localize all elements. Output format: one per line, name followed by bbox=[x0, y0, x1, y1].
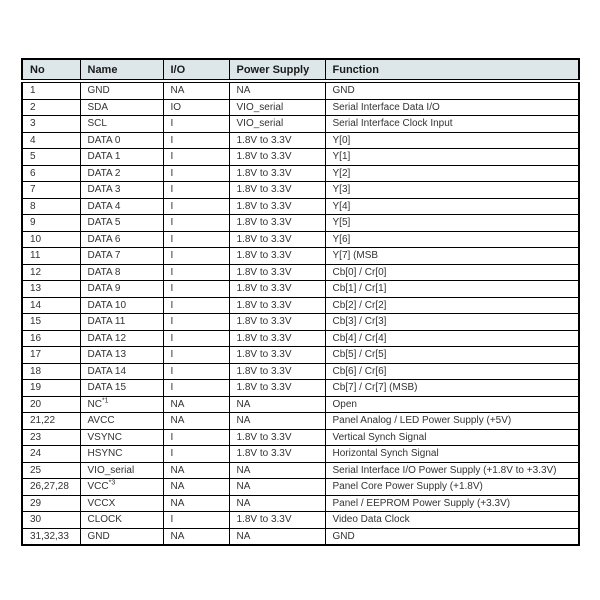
cell-io: NA bbox=[163, 413, 229, 430]
cell-no: 8 bbox=[22, 198, 80, 215]
pin-description-table bbox=[21, 58, 580, 546]
cell-io: I bbox=[163, 281, 229, 298]
cell-io: I bbox=[163, 165, 229, 182]
cell-function: Cb[6] / Cr[6] bbox=[325, 363, 579, 380]
name-superscript-note: *3 bbox=[108, 479, 116, 487]
cell-power-supply: 1.8V to 3.3V bbox=[229, 314, 325, 331]
cell-io: I bbox=[163, 314, 229, 331]
cell-no: 11 bbox=[22, 248, 80, 265]
cell-function: GND bbox=[325, 528, 579, 545]
cell-power-supply: 1.8V to 3.3V bbox=[229, 330, 325, 347]
cell-name: DATA 4 bbox=[80, 198, 163, 215]
cell-function: Video Data Clock bbox=[325, 512, 579, 529]
cell-name: DATA 7 bbox=[80, 248, 163, 265]
cell-name: DATA 1 bbox=[80, 149, 163, 166]
table-row bbox=[22, 363, 579, 380]
cell-no: 9 bbox=[22, 215, 80, 232]
cell-io: IO bbox=[163, 99, 229, 116]
cell-no: 13 bbox=[22, 281, 80, 298]
table-row bbox=[22, 264, 579, 281]
header-row bbox=[22, 59, 579, 81]
cell-function: Cb[0] / Cr[0] bbox=[325, 264, 579, 281]
cell-function: Y[1] bbox=[325, 149, 579, 166]
table-row bbox=[22, 182, 579, 199]
cell-function: Cb[5] / Cr[5] bbox=[325, 347, 579, 364]
cell-power-supply: 1.8V to 3.3V bbox=[229, 182, 325, 199]
cell-power-supply: 1.8V to 3.3V bbox=[229, 281, 325, 298]
table-row bbox=[22, 116, 579, 133]
cell-no: 26,27,28 bbox=[22, 479, 80, 496]
table-row bbox=[22, 429, 579, 446]
cell-power-supply: NA bbox=[229, 81, 325, 99]
cell-power-supply: VIO_serial bbox=[229, 99, 325, 116]
cell-no: 25 bbox=[22, 462, 80, 479]
table-row bbox=[22, 248, 579, 265]
cell-power-supply: NA bbox=[229, 413, 325, 430]
cell-function: Y[6] bbox=[325, 231, 579, 248]
cell-no: 5 bbox=[22, 149, 80, 166]
cell-function: Y[7] (MSB bbox=[325, 248, 579, 265]
cell-function: Cb[7] / Cr[7] (MSB) bbox=[325, 380, 579, 397]
cell-name: DATA 5 bbox=[80, 215, 163, 232]
cell-name: GND bbox=[80, 81, 163, 99]
cell-function: Cb[2] / Cr[2] bbox=[325, 297, 579, 314]
cell-name: DATA 2 bbox=[80, 165, 163, 182]
cell-name: DATA 11 bbox=[80, 314, 163, 331]
cell-power-supply: 1.8V to 3.3V bbox=[229, 347, 325, 364]
cell-name: CLOCK bbox=[80, 512, 163, 529]
cell-name: DATA 14 bbox=[80, 363, 163, 380]
cell-function: Cb[1] / Cr[1] bbox=[325, 281, 579, 298]
cell-io: I bbox=[163, 149, 229, 166]
cell-power-supply: 1.8V to 3.3V bbox=[229, 149, 325, 166]
cell-name: VSYNC bbox=[80, 429, 163, 446]
cell-function: Serial Interface Clock Input bbox=[325, 116, 579, 133]
cell-no: 19 bbox=[22, 380, 80, 397]
cell-io: NA bbox=[163, 81, 229, 99]
cell-function: Panel Analog / LED Power Supply (+5V) bbox=[325, 413, 579, 430]
cell-no: 6 bbox=[22, 165, 80, 182]
cell-name: DATA 13 bbox=[80, 347, 163, 364]
cell-power-supply: NA bbox=[229, 495, 325, 512]
cell-power-supply: 1.8V to 3.3V bbox=[229, 297, 325, 314]
table-row bbox=[22, 446, 579, 463]
cell-power-supply: 1.8V to 3.3V bbox=[229, 446, 325, 463]
cell-no: 17 bbox=[22, 347, 80, 364]
cell-name: DATA 10 bbox=[80, 297, 163, 314]
cell-function: Y[3] bbox=[325, 182, 579, 199]
cell-name: NC$^{*1}$ bbox=[80, 396, 163, 413]
cell-function: Horizontal Synch Signal bbox=[325, 446, 579, 463]
cell-function: Y[4] bbox=[325, 198, 579, 215]
cell-no: 14 bbox=[22, 297, 80, 314]
table-row bbox=[22, 528, 579, 545]
cell-io: I bbox=[163, 429, 229, 446]
cell-power-supply: NA bbox=[229, 528, 325, 545]
cell-function: Y[5] bbox=[325, 215, 579, 232]
cell-io: NA bbox=[163, 462, 229, 479]
cell-name: SDA bbox=[80, 99, 163, 116]
cell-name: SCL bbox=[80, 116, 163, 133]
cell-name: GND bbox=[80, 528, 163, 545]
cell-no: 15 bbox=[22, 314, 80, 331]
cell-name: DATA 9 bbox=[80, 281, 163, 298]
cell-function: Serial Interface Data I/O bbox=[325, 99, 579, 116]
cell-name: AVCC bbox=[80, 413, 163, 430]
cell-function: Serial Interface I/O Power Supply (+1.8V to +3.3V) bbox=[325, 462, 579, 479]
cell-io: I bbox=[163, 198, 229, 215]
cell-power-supply: NA bbox=[229, 396, 325, 413]
cell-io: I bbox=[163, 116, 229, 133]
table-row bbox=[22, 396, 579, 413]
cell-power-supply: 1.8V to 3.3V bbox=[229, 165, 325, 182]
table-row bbox=[22, 462, 579, 479]
cell-name: DATA 0 bbox=[80, 132, 163, 149]
cell-no: 23 bbox=[22, 429, 80, 446]
cell-io: NA bbox=[163, 495, 229, 512]
cell-function: Cb[3] / Cr[3] bbox=[325, 314, 579, 331]
col-header-power-supply: Power Supply bbox=[229, 59, 325, 81]
cell-power-supply: 1.8V to 3.3V bbox=[229, 198, 325, 215]
cell-no: 2 bbox=[22, 99, 80, 116]
cell-power-supply: 1.8V to 3.3V bbox=[229, 132, 325, 149]
cell-name: DATA 6 bbox=[80, 231, 163, 248]
cell-no: 18 bbox=[22, 363, 80, 380]
table-row bbox=[22, 297, 579, 314]
cell-io: I bbox=[163, 363, 229, 380]
col-header-function: Function bbox=[325, 59, 579, 81]
col-header-no: No bbox=[22, 59, 80, 81]
cell-function: Panel Core Power Supply (+1.8V) bbox=[325, 479, 579, 496]
cell-io: I bbox=[163, 132, 229, 149]
table-row bbox=[22, 99, 579, 116]
table-row bbox=[22, 347, 579, 364]
cell-name: HSYNC bbox=[80, 446, 163, 463]
table-row bbox=[22, 495, 579, 512]
cell-io: I bbox=[163, 330, 229, 347]
cell-power-supply: 1.8V to 3.3V bbox=[229, 248, 325, 265]
cell-power-supply: NA bbox=[229, 462, 325, 479]
table-row bbox=[22, 281, 579, 298]
table-row bbox=[22, 165, 579, 182]
cell-no: 12 bbox=[22, 264, 80, 281]
cell-function: Vertical Synch Signal bbox=[325, 429, 579, 446]
table-row bbox=[22, 314, 579, 331]
col-header-io: I/O bbox=[163, 59, 229, 81]
cell-no: 24 bbox=[22, 446, 80, 463]
cell-function: Y[2] bbox=[325, 165, 579, 182]
cell-no: 1 bbox=[22, 81, 80, 99]
cell-no: 16 bbox=[22, 330, 80, 347]
table-row bbox=[22, 149, 579, 166]
cell-function: Cb[4] / Cr[4] bbox=[325, 330, 579, 347]
cell-no: 31,32,33 bbox=[22, 528, 80, 545]
cell-function: Open bbox=[325, 396, 579, 413]
cell-io: I bbox=[163, 512, 229, 529]
cell-io: NA bbox=[163, 396, 229, 413]
cell-name: DATA 3 bbox=[80, 182, 163, 199]
cell-function: GND bbox=[325, 81, 579, 99]
table-header bbox=[22, 59, 579, 81]
cell-name: VCC$^{*3}$ bbox=[80, 479, 163, 496]
cell-name: VIO_serial bbox=[80, 462, 163, 479]
cell-io: I bbox=[163, 380, 229, 397]
table-row bbox=[22, 330, 579, 347]
cell-power-supply: VIO_serial bbox=[229, 116, 325, 133]
cell-no: 7 bbox=[22, 182, 80, 199]
col-header-name: Name bbox=[80, 59, 163, 81]
cell-name: VCCX bbox=[80, 495, 163, 512]
cell-no: 10 bbox=[22, 231, 80, 248]
cell-power-supply: 1.8V to 3.3V bbox=[229, 231, 325, 248]
table-row bbox=[22, 479, 579, 496]
cell-power-supply: 1.8V to 3.3V bbox=[229, 512, 325, 529]
cell-no: 21,22 bbox=[22, 413, 80, 430]
cell-power-supply: 1.8V to 3.3V bbox=[229, 363, 325, 380]
cell-power-supply: 1.8V to 3.3V bbox=[229, 264, 325, 281]
cell-no: 3 bbox=[22, 116, 80, 133]
cell-io: NA bbox=[163, 528, 229, 545]
name-superscript-note: *1 bbox=[101, 397, 109, 405]
table-row bbox=[22, 231, 579, 248]
table-row bbox=[22, 380, 579, 397]
cell-power-supply: 1.8V to 3.3V bbox=[229, 215, 325, 232]
table-row bbox=[22, 81, 579, 99]
cell-io: I bbox=[163, 446, 229, 463]
table-row bbox=[22, 132, 579, 149]
cell-io: I bbox=[163, 347, 229, 364]
cell-no: 20 bbox=[22, 396, 80, 413]
table-row bbox=[22, 512, 579, 529]
cell-no: 29 bbox=[22, 495, 80, 512]
cell-function: Y[0] bbox=[325, 132, 579, 149]
table-row bbox=[22, 413, 579, 430]
cell-io: I bbox=[163, 182, 229, 199]
table-body bbox=[22, 81, 579, 545]
cell-name: DATA 12 bbox=[80, 330, 163, 347]
cell-io: I bbox=[163, 297, 229, 314]
cell-name: DATA 8 bbox=[80, 264, 163, 281]
table-row bbox=[22, 198, 579, 215]
cell-io: I bbox=[163, 215, 229, 232]
cell-power-supply: 1.8V to 3.3V bbox=[229, 380, 325, 397]
cell-io: I bbox=[163, 231, 229, 248]
cell-io: I bbox=[163, 264, 229, 281]
cell-power-supply: NA bbox=[229, 479, 325, 496]
table-row bbox=[22, 215, 579, 232]
cell-power-supply: 1.8V to 3.3V bbox=[229, 429, 325, 446]
cell-no: 4 bbox=[22, 132, 80, 149]
cell-name: DATA 15 bbox=[80, 380, 163, 397]
cell-function: Panel / EEPROM Power Supply (+3.3V) bbox=[325, 495, 579, 512]
cell-io: I bbox=[163, 248, 229, 265]
cell-no: 30 bbox=[22, 512, 80, 529]
cell-io: NA bbox=[163, 479, 229, 496]
